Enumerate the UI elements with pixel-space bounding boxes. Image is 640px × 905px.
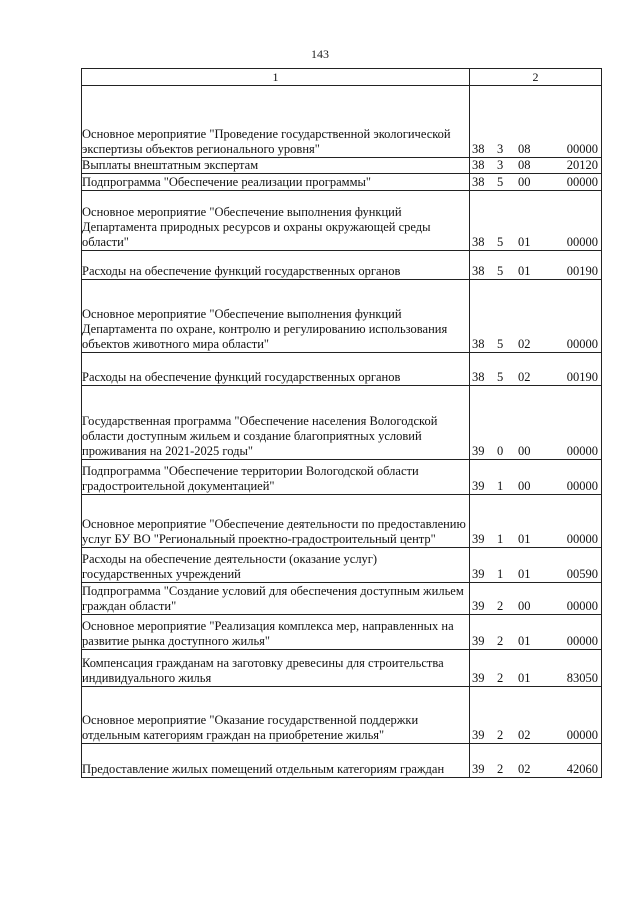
page-number: 143 [311,47,329,61]
code-part: 39 [472,728,485,742]
row-name: Основное мероприятие "Обеспечение деятельности по предоставлению услуг БУ ВО "Региональный проектно-градостроительный центр" [82,495,470,548]
code-part: 00000 [566,728,598,742]
code-part: 42060 [566,762,598,776]
code-part: 00000 [566,634,598,648]
code-part: 39 [472,444,485,458]
row-name: Государственная программа "Обеспечение населения Вологодской области доступным жильем и создание благоприятных условий проживания на 2021-2025 годы" [82,386,470,460]
table-row [82,353,602,386]
code-part: 3 [497,142,504,156]
code-part: 38 [472,158,485,172]
code-part: 1 [497,567,504,581]
code-part: 2 [497,671,504,685]
row-name: Подпрограмма "Обеспечение территории Вологодской области градостроительной документацией" [82,460,470,495]
row-name: Расходы на обеспечение функций государственных органов [82,251,470,280]
row-code [470,251,602,280]
code-part: 01 [518,671,531,685]
code-part: 5 [497,235,504,249]
row-code [470,86,602,158]
table-row [82,86,602,158]
code-part: 39 [472,599,485,613]
code-part: 39 [472,479,485,493]
code-part: 20120 [566,158,598,172]
row-name: Подпрограмма "Обеспечение реализации программы" [82,174,470,191]
row-name: Основное мероприятие "Реализация комплекса мер, направленных на развитие рынка доступного жилья" [82,615,470,650]
code-part: 38 [472,264,485,278]
code-part: 00190 [566,264,598,278]
code-part: 00 [518,479,531,493]
code-part: 01 [518,235,531,249]
code-part: 1 [497,532,504,546]
table-header-row [82,69,602,86]
row-code [470,615,602,650]
row-code [470,583,602,615]
code-part: 2 [497,634,504,648]
row-code [470,280,602,353]
code-part: 00590 [566,567,598,581]
row-name: Основное мероприятие "Обеспечение выполнения функций Департамента по охране, контролю и регулированию использования объектов животного мира области" [82,280,470,353]
code-part: 00 [518,599,531,613]
table-row [82,650,602,687]
code-part: 01 [518,264,531,278]
code-part: 38 [472,175,485,189]
code-part: 38 [472,370,485,384]
code-part: 2 [497,728,504,742]
code-part: 3 [497,158,504,172]
table-row [82,191,602,251]
row-name: Основное мероприятие "Обеспечение выполнения функций Департамента природных ресурсов и охраны окружающей среды области" [82,191,470,251]
code-part: 00 [518,444,531,458]
code-part: 00000 [566,479,598,493]
row-code [470,158,602,174]
row-code [470,495,602,548]
code-part: 00000 [566,142,598,156]
code-part: 08 [518,142,531,156]
code-part: 5 [497,337,504,351]
code-part: 39 [472,567,485,581]
code-part: 00000 [566,235,598,249]
table-row [82,583,602,615]
row-code [470,744,602,778]
header-col-1: 1 [82,69,470,86]
code-part: 00000 [566,532,598,546]
row-name: Основное мероприятие "Проведение государственной экологической экспертизы объектов регионального уровня" [82,86,470,158]
code-part: 5 [497,175,504,189]
code-part: 02 [518,337,531,351]
code-part: 38 [472,337,485,351]
code-part: 02 [518,370,531,384]
row-name: Подпрограмма "Создание условий для обеспечения доступным жильем граждан области" [82,583,470,615]
code-part: 02 [518,762,531,776]
code-part: 83050 [566,671,598,685]
row-name: Выплаты внештатным экспертам [82,158,470,174]
budget-classification-table [81,68,602,778]
table-row [82,386,602,460]
row-code [470,687,602,744]
row-name: Расходы на обеспечение деятельности (оказание услуг) государственных учреждений [82,548,470,583]
code-part: 39 [472,762,485,776]
code-part: 38 [472,235,485,249]
code-part: 39 [472,532,485,546]
code-part: 01 [518,532,531,546]
row-name: Расходы на обеспечение функций государственных органов [82,353,470,386]
table-row [82,687,602,744]
code-part: 2 [497,762,504,776]
code-part: 38 [472,142,485,156]
code-part: 39 [472,671,485,685]
row-code [470,174,602,191]
code-part: 00000 [566,175,598,189]
table-row [82,744,602,778]
row-code [470,548,602,583]
table-row [82,280,602,353]
row-name: Основное мероприятие "Оказание государственной поддержки отдельным категориям граждан на приобретение жилья" [82,687,470,744]
row-name: Компенсация гражданам на заготовку древесины для строительства индивидуального жилья [82,650,470,687]
table-row [82,460,602,495]
code-part: 00000 [566,337,598,351]
table-row [82,548,602,583]
code-part: 5 [497,370,504,384]
row-name: Предоставление жилых помещений отдельным категориям граждан [82,744,470,778]
code-part: 0 [497,444,504,458]
code-part: 00190 [566,370,598,384]
row-code [470,191,602,251]
row-code [470,650,602,687]
row-code [470,460,602,495]
code-part: 1 [497,479,504,493]
code-part: 00000 [566,599,598,613]
code-part: 00 [518,175,531,189]
code-part: 08 [518,158,531,172]
table-row [82,158,602,174]
code-part: 39 [472,634,485,648]
row-code [470,353,602,386]
code-part: 00000 [566,444,598,458]
code-part: 5 [497,264,504,278]
row-code [470,386,602,460]
table-row [82,615,602,650]
code-part: 01 [518,634,531,648]
table-row [82,495,602,548]
code-part: 02 [518,728,531,742]
header-col-2: 2 [470,69,602,86]
code-part: 01 [518,567,531,581]
code-part: 2 [497,599,504,613]
table-row [82,174,602,191]
table-row [82,251,602,280]
